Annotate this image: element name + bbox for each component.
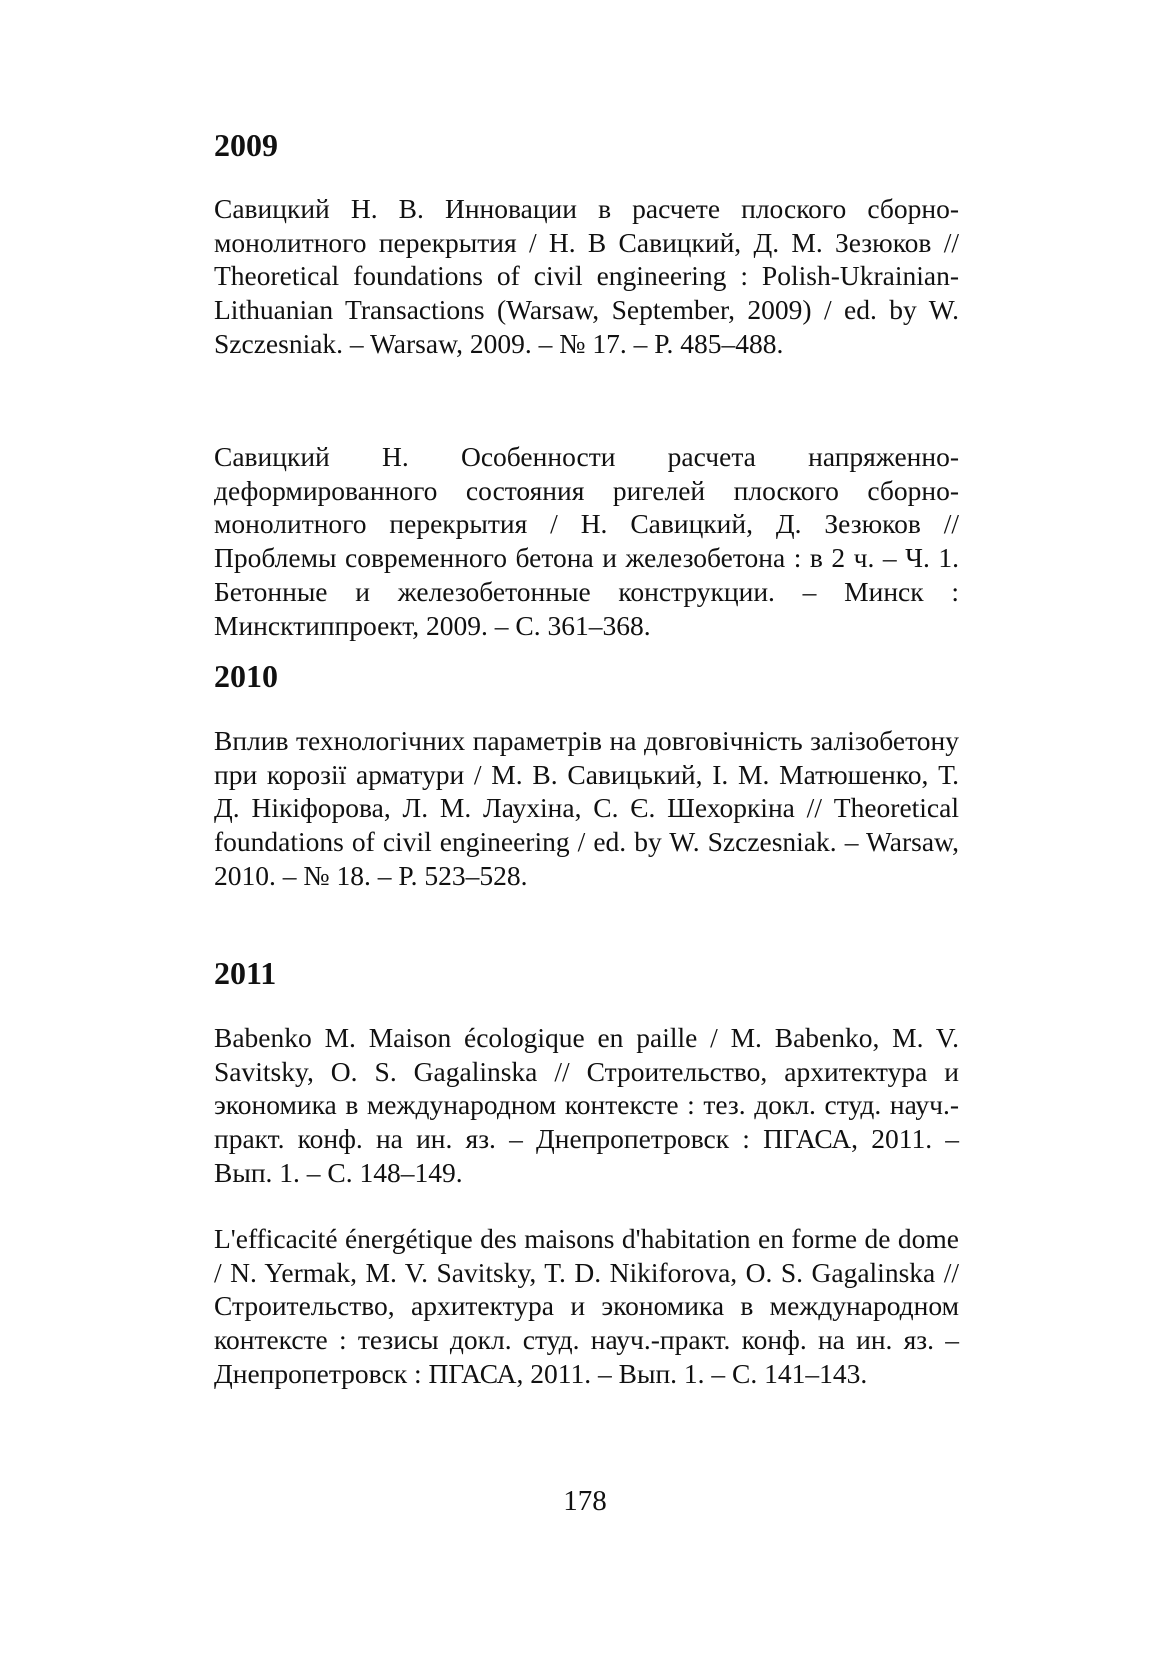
bibliography-entry: Babenko M. Maison écologique en paille / M. Babenko, M. V. Savitsky, O. S. Gagalinska // Строительство, архитектура и экономика в международном контексте : тез. докл. студ. науч.-практ. конф. на ин. яз. – Днепропетровск : ПГАСА, 2011. – Вып. 1. – С. 148–149. — [214, 1022, 959, 1188]
bibliography-entry: Савицкий Н. Особенности расчета напряженно-деформированного состояния ригелей плоского сборно-монолитного перекрытия / Н. Савицкий, Д. Зезюков // Проблемы современного бетона и железобетона : в 2 ч. – Ч. 1. Бетонные и железобетонные конструкции. – Минск : Минсктиппроект, 2009. – С. 361–368. — [214, 441, 959, 641]
page-number: 178 — [563, 1485, 607, 1517]
bibliography-entry: Вплив технологічних параметрів на довговічність залізобетону при корозії арматури / М. В. Савицький, І. М. Матюшенко, Т. Д. Нікіфорова, Л. М. Лаухіна, С. Є. Шехоркіна // Theoretical foundations of civil engineering / ed. by W. Szczesniak. – Warsaw, 2010. – № 18. – P. 523–528. — [214, 725, 959, 891]
section-year-heading: 2010 — [214, 658, 278, 694]
section-year-heading: 2009 — [214, 127, 278, 163]
section-year-heading: 2011 — [214, 955, 277, 991]
bibliography-entry: L'efficacité énergétique des maisons d'habitation en forme de dome / N. Yermak, M. V. Savitsky, T. D. Nikiforova, O. S. Gagalinska // Строительство, архитектура и экономика в международном контексте : тезисы докл. студ. науч.-практ. конф. на ин. яз. – Днепропетровск : ПГАСА, 2011. – Вып. 1. – С. 141–143. — [214, 1223, 959, 1389]
bibliography-entry: Савицкий Н. В. Инновации в расчете плоского сборно-монолитного перекрытия / Н. В Савицкий, Д. М. Зезюков // Theoretical foundations of civil engineering : Polish-Ukrainian-Lithuanian Transactions (Warsaw, September, 2009) / ed. by W. Szczesniak. – Warsaw, 2009. – № 17. – P. 485–488. — [214, 193, 959, 359]
